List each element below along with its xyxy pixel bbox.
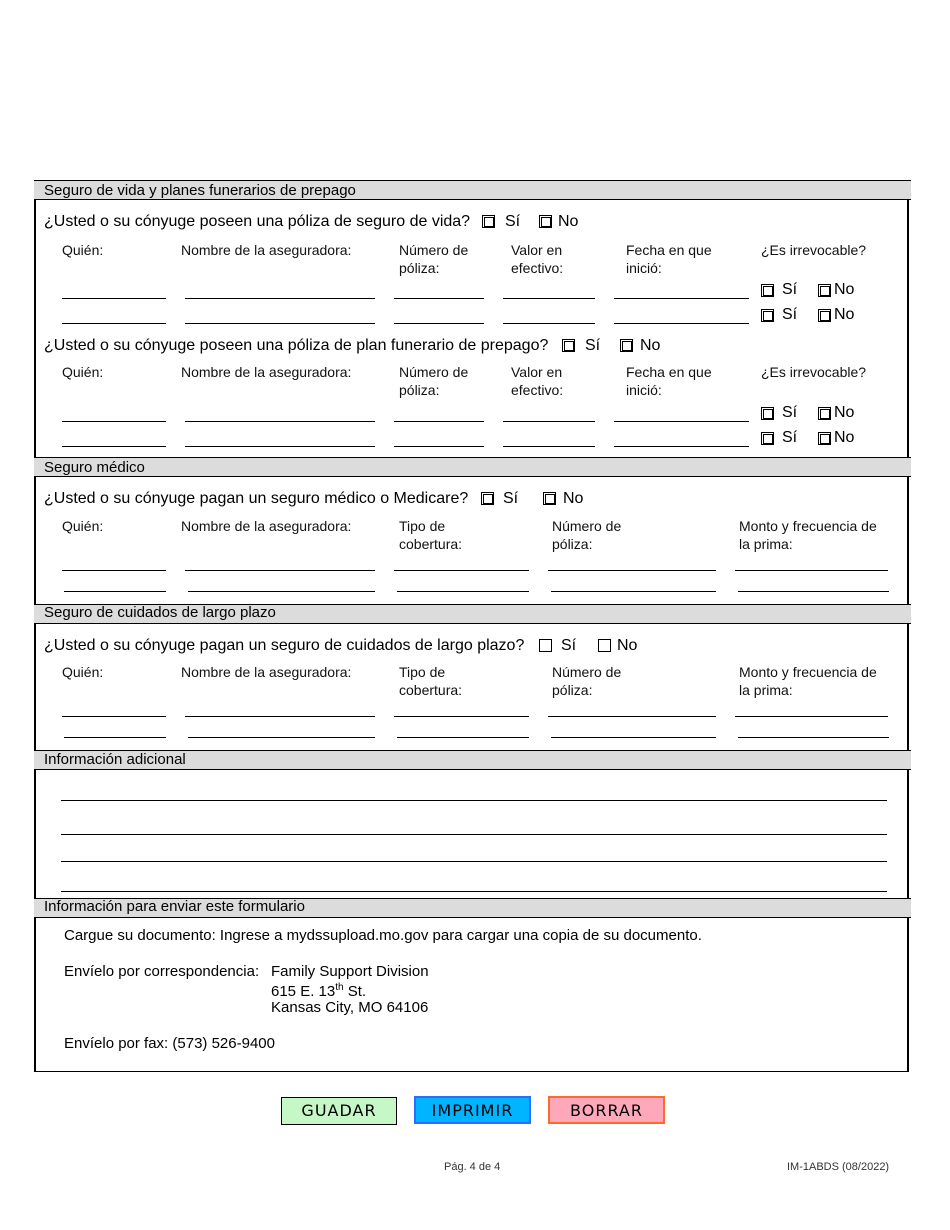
input-start-date[interactable] bbox=[614, 446, 749, 447]
column-header-who: Quién: bbox=[62, 518, 104, 534]
column-header-policy: Número de póliza: bbox=[399, 242, 469, 276]
long-term-no-checkbox[interactable] bbox=[598, 639, 611, 652]
input-coverage-type[interactable] bbox=[394, 570, 529, 571]
yes-label: Sí bbox=[782, 429, 798, 446]
input-premium[interactable] bbox=[738, 591, 889, 592]
street-suffix: St. bbox=[343, 983, 367, 1000]
column-header-policy: Número de póliza: bbox=[399, 364, 469, 398]
question-life-insurance: ¿Usted o su cónyuge poseen una póliza de seguro de vida? bbox=[44, 213, 471, 230]
irrevocable-yes-checkbox[interactable] bbox=[761, 284, 774, 297]
mail-label: Envíelo por correspondencia: bbox=[64, 963, 260, 980]
no-label: No bbox=[834, 404, 855, 421]
input-insurer[interactable] bbox=[185, 570, 375, 571]
column-header-premium: Monto y frecuencia de la prima: bbox=[739, 664, 877, 698]
column-header-coverage-type: Tipo de cobertura: bbox=[399, 518, 463, 552]
irrevocable-yes-checkbox[interactable] bbox=[761, 407, 774, 420]
form-id: IM-1ABDS (08/2022) bbox=[787, 1161, 890, 1173]
input-policy-number[interactable] bbox=[394, 298, 484, 299]
life-yes-checkbox[interactable] bbox=[482, 215, 495, 228]
irrevocable-no-checkbox[interactable] bbox=[818, 309, 831, 322]
yes-label: Sí bbox=[561, 637, 577, 654]
section-title: Seguro de cuidados de largo plazo bbox=[44, 604, 276, 621]
irrevocable-no-checkbox[interactable] bbox=[818, 432, 831, 445]
additional-info-line[interactable] bbox=[61, 800, 887, 801]
column-header-coverage-type: Tipo de cobertura: bbox=[399, 664, 463, 698]
input-cash-value[interactable] bbox=[503, 446, 595, 447]
column-header-who: Quién: bbox=[62, 242, 104, 258]
column-header-premium: Monto y frecuencia de la prima: bbox=[739, 518, 877, 552]
section-title: Seguro de vida y planes funerarios de prepago bbox=[44, 182, 356, 199]
ordinal-suffix: th bbox=[335, 982, 344, 993]
save-button[interactable]: GUADAR bbox=[281, 1097, 397, 1125]
column-header-start-date: Fecha en que inició: bbox=[626, 242, 712, 276]
no-label: No bbox=[558, 213, 579, 230]
additional-info-line[interactable] bbox=[61, 861, 887, 862]
input-premium[interactable] bbox=[735, 570, 888, 571]
input-who[interactable] bbox=[64, 591, 166, 592]
column-header-insurer: Nombre de la aseguradora: bbox=[181, 364, 352, 380]
no-label: No bbox=[640, 337, 661, 354]
funeral-no-checkbox[interactable] bbox=[620, 339, 633, 352]
no-label: No bbox=[563, 490, 584, 507]
input-who[interactable] bbox=[62, 298, 166, 299]
irrevocable-yes-checkbox[interactable] bbox=[761, 432, 774, 445]
irrevocable-yes-checkbox[interactable] bbox=[761, 309, 774, 322]
column-header-start-date: Fecha en que inició: bbox=[626, 364, 712, 398]
long-term-yes-checkbox[interactable] bbox=[539, 639, 552, 652]
input-cash-value[interactable] bbox=[503, 421, 595, 422]
input-insurer[interactable] bbox=[185, 323, 375, 324]
no-label: No bbox=[834, 429, 855, 446]
yes-label: Sí bbox=[585, 337, 601, 354]
input-insurer[interactable] bbox=[185, 298, 375, 299]
input-coverage-type[interactable] bbox=[397, 591, 529, 592]
section-title: Información adicional bbox=[44, 751, 186, 768]
medical-yes-checkbox[interactable] bbox=[481, 492, 494, 505]
section-title: Seguro médico bbox=[44, 459, 145, 476]
input-start-date[interactable] bbox=[614, 298, 749, 299]
funeral-yes-checkbox[interactable] bbox=[562, 339, 575, 352]
input-who[interactable] bbox=[62, 421, 166, 422]
input-insurer[interactable] bbox=[185, 421, 375, 422]
yes-label: Sí bbox=[505, 213, 521, 230]
clear-button[interactable]: BORRAR bbox=[548, 1096, 665, 1124]
print-button[interactable]: IMPRIMIR bbox=[414, 1096, 531, 1124]
input-who[interactable] bbox=[62, 570, 166, 571]
street-number: 615 E. 13 bbox=[271, 983, 336, 1000]
column-header-who: Quién: bbox=[62, 664, 104, 680]
input-cash-value[interactable] bbox=[503, 323, 595, 324]
input-insurer[interactable] bbox=[185, 446, 375, 447]
life-no-checkbox[interactable] bbox=[539, 215, 552, 228]
question-medical: ¿Usted o su cónyuge pagan un seguro médico o Medicare? bbox=[44, 490, 469, 507]
input-policy-number[interactable] bbox=[394, 446, 484, 447]
question-long-term-care: ¿Usted o su cónyuge pagan un seguro de cuidados de largo plazo? bbox=[44, 637, 525, 654]
column-header-irrevocable: ¿Es irrevocable? bbox=[761, 364, 867, 380]
column-header-policy: Número de póliza: bbox=[552, 518, 622, 552]
no-label: No bbox=[617, 637, 638, 654]
irrevocable-no-checkbox[interactable] bbox=[818, 284, 831, 297]
column-header-cash-value: Valor en efectivo: bbox=[511, 364, 564, 398]
column-header-cash-value: Valor en efectivo: bbox=[511, 242, 564, 276]
input-who[interactable] bbox=[62, 446, 166, 447]
page-number: Pág. 4 de 4 bbox=[444, 1161, 501, 1173]
input-coverage-type[interactable] bbox=[397, 737, 529, 738]
input-cash-value[interactable] bbox=[503, 298, 595, 299]
input-insurer[interactable] bbox=[188, 591, 375, 592]
section-header-medical bbox=[34, 457, 911, 477]
upload-instructions: Cargue su documento: Ingrese a mydssupload.mo.gov para cargar una copia de su documento. bbox=[64, 927, 702, 944]
column-header-who: Quién: bbox=[62, 364, 104, 380]
no-label: No bbox=[834, 306, 855, 323]
yes-label: Sí bbox=[782, 404, 798, 421]
input-coverage-type[interactable] bbox=[394, 716, 529, 717]
input-policy-number[interactable] bbox=[394, 323, 484, 324]
input-start-date[interactable] bbox=[614, 421, 749, 422]
question-funeral-plan: ¿Usted o su cónyuge poseen una póliza de plan funerario de prepago? bbox=[44, 337, 549, 354]
input-policy-number[interactable] bbox=[551, 591, 716, 592]
column-header-insurer: Nombre de la aseguradora: bbox=[181, 518, 352, 534]
column-header-policy: Número de póliza: bbox=[552, 664, 622, 698]
mail-address-line-2 bbox=[271, 982, 366, 1000]
additional-info-line[interactable] bbox=[61, 891, 887, 892]
mail-address-line-1: Family Support Division bbox=[271, 963, 429, 980]
no-label: No bbox=[834, 281, 855, 298]
input-policy-number[interactable] bbox=[548, 716, 716, 717]
input-who[interactable] bbox=[62, 716, 166, 717]
input-insurer[interactable] bbox=[188, 737, 375, 738]
input-policy-number[interactable] bbox=[394, 421, 484, 422]
yes-label: Sí bbox=[782, 306, 798, 323]
yes-label: Sí bbox=[503, 490, 519, 507]
column-header-irrevocable: ¿Es irrevocable? bbox=[761, 242, 867, 258]
input-policy-number[interactable] bbox=[551, 737, 716, 738]
irrevocable-no-checkbox[interactable] bbox=[818, 407, 831, 420]
section-title: Información para enviar este formulario bbox=[44, 898, 305, 915]
input-who[interactable] bbox=[64, 737, 166, 738]
column-header-insurer: Nombre de la aseguradora: bbox=[181, 242, 352, 258]
input-policy-number[interactable] bbox=[548, 570, 716, 571]
medical-no-checkbox[interactable] bbox=[543, 492, 556, 505]
input-premium[interactable] bbox=[735, 716, 888, 717]
column-header-insurer: Nombre de la aseguradora: bbox=[181, 664, 352, 680]
mail-address-line-3: Kansas City, MO 64106 bbox=[271, 999, 429, 1016]
input-insurer[interactable] bbox=[185, 716, 375, 717]
yes-label: Sí bbox=[782, 281, 798, 298]
input-who[interactable] bbox=[62, 323, 166, 324]
additional-info-line[interactable] bbox=[61, 834, 887, 835]
input-premium[interactable] bbox=[738, 737, 889, 738]
input-start-date[interactable] bbox=[614, 323, 749, 324]
fax-info: Envíelo por fax: (573) 526-9400 bbox=[64, 1035, 275, 1052]
